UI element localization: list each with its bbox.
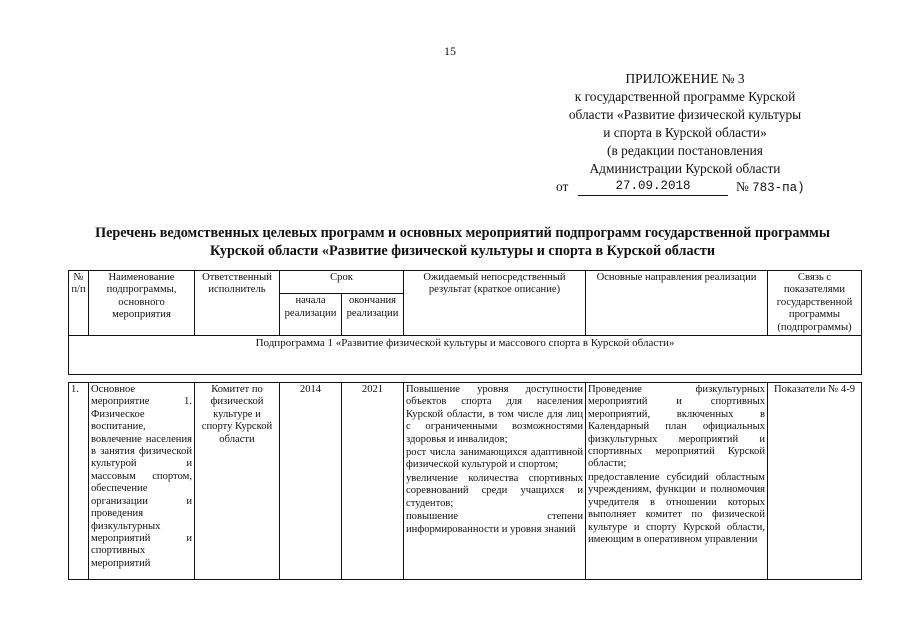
date-prefix: от <box>556 179 569 194</box>
resolution-number: 783-па) <box>752 181 805 195</box>
direction-item: Проведение физкультурных мероприятий и спортивных мероприятий, включенных в Календарный план официальных физкультурных мероприятий и спортивных мероприятий Курской области; <box>588 384 765 470</box>
table-row <box>69 383 862 580</box>
header-start: начала реализации <box>280 294 342 336</box>
header-directions: Основные направления реализации <box>586 271 768 336</box>
header-responsible: Ответственный исполнитель <box>195 271 280 336</box>
result-item: увеличение количества спортивных соревнований среди учащихся и студентов; <box>406 472 583 509</box>
page-number: 15 <box>444 44 456 58</box>
header-end: окончания реализации <box>342 294 404 336</box>
cell-name: Основное мероприятие 1. Физическое воспитание, вовлечение населения в занятия физической культурой и массовым спортом, обеспечение организации и проведения физкультурных мероприятий и спортивных мероприятий <box>89 383 195 580</box>
cell-directions <box>586 383 768 580</box>
direction-item: предоставление субсидий областным учреждениям, функции и полномочия учредителя в отношении которых выполняет комитет по физической культуре и спорту Курской области, имеющим в оперативном управлении <box>588 471 765 545</box>
title-line-2: Курской области «Развитие физической культуры и спорта в Курской области <box>209 243 716 259</box>
resolution-number-group <box>736 178 805 197</box>
appendix-line: к государственной программе Курской <box>574 89 796 104</box>
appendix-line: (в редакции постановления <box>607 143 763 158</box>
subprogram-title: Подпрограмма 1 «Развитие физической культуры и массового спорта в Курской области» <box>69 336 862 375</box>
spacer-cell <box>69 375 862 383</box>
cell-link: Показатели № 4-9 <box>768 383 862 580</box>
result-item: повышение степени информированности и уровня знаний <box>406 511 583 535</box>
cell-end: 2021 <box>342 383 404 580</box>
header-result: Ожидаемый непосредственный результат (краткое описание) <box>404 271 586 336</box>
header-name: Наименование подпрограммы, основного мероприятия <box>89 271 195 336</box>
table-header-row <box>69 271 862 294</box>
appendix-title: ПРИЛОЖЕНИЕ № 3 <box>625 71 745 86</box>
programs-table <box>68 270 862 580</box>
cell-responsible: Комитет по физической культуре и спорту Курской области <box>195 383 280 580</box>
header-num: № п/п <box>69 271 89 336</box>
appendix-line: Администрации Курской области <box>589 161 781 176</box>
header-link: Связь с показателями государственной программы (подпрограммы) <box>768 271 862 336</box>
result-item: рост числа занимающихся адаптивной физической культурой и спортом; <box>406 447 583 471</box>
appendix-header <box>520 70 850 196</box>
resolution-date-row <box>520 178 850 196</box>
result-item: Повышение уровня доступности объектов спорта для населения Курской области, в том числе для лиц с ограниченными возможностями здоровья и инвалидов; <box>406 384 583 445</box>
spacer-row <box>69 375 862 383</box>
appendix-line: области «Развитие физической культуры <box>568 107 802 122</box>
cell-start: 2014 <box>280 383 342 580</box>
document-title <box>40 224 885 260</box>
title-line-1: Перечень ведомственных целевых программ и основных мероприятий подпрограмм государственной программы <box>95 225 830 241</box>
header-period: Срок <box>280 271 404 294</box>
number-prefix: № <box>736 179 749 194</box>
cell-result <box>404 383 586 580</box>
subprogram-row <box>69 336 862 375</box>
resolution-date: 27.09.2018 <box>578 178 728 196</box>
appendix-line: и спорта в Курской области» <box>603 125 767 140</box>
cell-num: 1. <box>69 383 89 580</box>
